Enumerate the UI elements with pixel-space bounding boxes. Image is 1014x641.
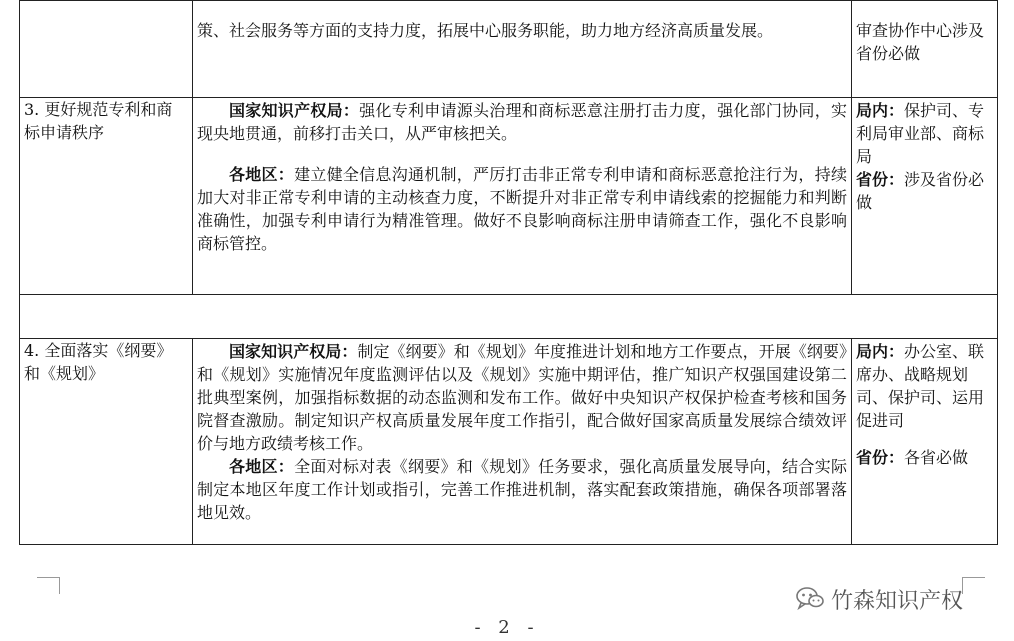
responsible-cell <box>852 98 998 295</box>
responsible-text: 保护司、专利局审业部、商标局 <box>856 101 985 166</box>
table-row <box>20 98 998 295</box>
table-row <box>20 1 998 98</box>
content-label: 国家知识产权局： <box>229 342 358 361</box>
watermark <box>795 584 963 615</box>
content-text: 策、社会服务等方面的支持力度，拓展中心服务职能，助力地方经济高质量发展。 <box>197 21 774 40</box>
item-cell <box>20 98 193 295</box>
content-label: 各地区： <box>229 457 295 476</box>
watermark-text: 竹森知识产权 <box>831 589 964 614</box>
page-number: - 2 - <box>474 617 540 638</box>
item-title: 3. 更好规范专利和商标申请秩序 <box>24 100 173 142</box>
responsible-label: 省份： <box>856 448 905 467</box>
content-text: 制定《纲要》和《规划》年度推进计划和地方工作要点，开展《纲要》和《规划》实施情况年度监测评估以及《规划》实施中期评估，推广知识产权强国建设第二批典型案例，加强指标数据的动态监测和发布工作。做好中央知识产权保护检查考核和国务院督查激励。制定知识产权高质量发展年度工作指引，配合做好国家高质量发展综合绩效评价与地方政绩考核工作。 <box>197 342 847 453</box>
table-row <box>20 339 998 545</box>
responsible-cell <box>852 1 998 98</box>
content-cell <box>193 98 852 295</box>
responsible-text: 审查协作中心涉及省份必做 <box>856 21 985 63</box>
responsible-label: 局内： <box>856 342 905 361</box>
content-text: 建立健全信息沟通机制，严厉打击非正常专利申请和商标恶意抢注行为，持续加大对非正常专利申请的主动核查力度，不断提升对非正常专利申请线索的挖掘能力和判断准确性，加强专利申请行为精准管理。做好不良影响商标注册申请筛查工作，强化不良影响商标管控。 <box>197 165 847 253</box>
crop-mark-left <box>37 577 60 594</box>
section-row <box>20 295 998 339</box>
item-cell <box>20 1 193 98</box>
content-paragraph <box>197 163 847 255</box>
responsible-label: 局内： <box>856 101 905 120</box>
content-paragraph <box>197 99 847 145</box>
wechat-icon <box>795 585 825 615</box>
content-text: 强化专利申请源头治理和商标恶意注册打击力度，强化部门协同，实现央地贯通，前移打击关口，从严审核把关。 <box>197 101 847 143</box>
content-paragraph <box>197 340 847 455</box>
item-cell <box>20 339 193 545</box>
responsible-text: 各省必做 <box>904 448 969 467</box>
document-table <box>19 0 998 545</box>
content-cell <box>193 339 852 545</box>
content-label: 各地区： <box>229 165 295 184</box>
responsible-internal <box>856 99 993 168</box>
responsible-label: 省份： <box>856 170 905 189</box>
content-cell <box>193 1 852 98</box>
item-title: 4. 全面落实《纲要》和《规划》 <box>24 341 173 383</box>
responsible-province <box>856 168 993 214</box>
section-heading <box>20 295 998 339</box>
responsible-cell <box>852 339 998 545</box>
crop-mark-right <box>962 577 985 594</box>
responsible-internal <box>856 340 993 432</box>
content-text: 全面对标对表《纲要》和《规划》任务要求，强化高质量发展导向，结合实际制定本地区年度工作计划或指引，完善工作推进机制，落实配套政策措施，确保各项部署落地见效。 <box>197 457 847 522</box>
content-label: 国家知识产权局： <box>229 101 360 120</box>
responsible-province <box>856 446 993 469</box>
content-paragraph <box>197 455 847 524</box>
responsible-text: 涉及省份必做 <box>856 170 985 212</box>
responsible-text: 办公室、联席办、战略规划司、保护司、运用促进司 <box>856 342 985 430</box>
